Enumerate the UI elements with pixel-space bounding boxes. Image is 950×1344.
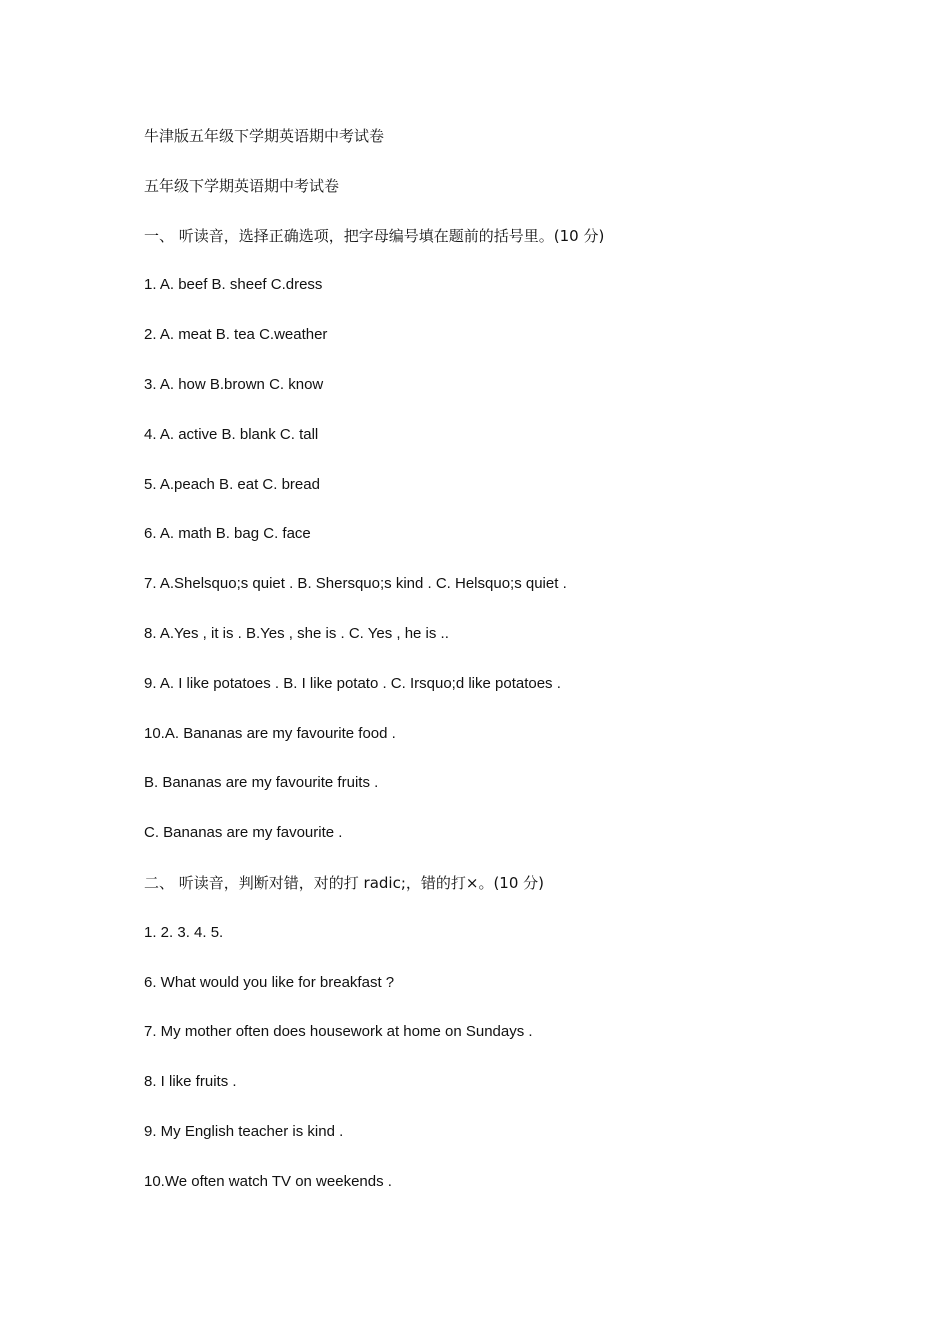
question-item: 6. A. math B. bag C. face (144, 525, 311, 543)
section-1-heading: 一、 听读音，选择正确选项，把字母编号填在题前的括号里。(10 分) (144, 226, 605, 245)
question-item: 3. A. how B.brown C. know (144, 375, 324, 393)
question-item: 4. A. active B. blank C. tall (144, 425, 319, 443)
question-option: C. Bananas are my favourite . (144, 824, 343, 842)
section-2-heading: 二、 听读音，判断对错，对的打 radic;，错的打×。(10 分) (144, 873, 545, 892)
question-item: 1. 2. 3. 4. 5. (144, 923, 224, 941)
question-item: 9. My English teacher is kind . (144, 1122, 344, 1140)
document-title: 牛津版五年级下学期英语期中考试卷 (144, 127, 385, 145)
question-item: 8. I like fruits . (144, 1073, 237, 1091)
question-item: 10.We often watch TV on weekends . (144, 1172, 392, 1190)
document-subtitle: 五年级下学期英语期中考试卷 (144, 176, 340, 195)
question-item: 9. A. I like potatoes . B. I like potato . C. Irsquo;d like potatoes . (144, 674, 561, 692)
question-item: 1. A. beef B. sheef C.dress (144, 276, 323, 294)
question-item: 2. A. meat B. tea C.weather (144, 326, 328, 344)
question-option: B. Bananas are my favourite fruits . (144, 774, 379, 792)
document-body (144, 124, 824, 1220)
question-item: 8. A.Yes , it is . B.Yes , she is . C. Yes , he is .. (144, 624, 449, 642)
question-item: 10.A. Bananas are my favourite food . (144, 724, 396, 742)
question-item: 7. A.Shelsquo;s quiet . B. Shersquo;s kind . C. Helsquo;s quiet . (144, 575, 567, 593)
question-item: 6. What would you like for breakfast ? (144, 973, 395, 991)
question-item: 5. A.peach B. eat C. bread (144, 475, 320, 493)
question-item: 7. My mother often does housework at home on Sundays . (144, 1023, 533, 1041)
